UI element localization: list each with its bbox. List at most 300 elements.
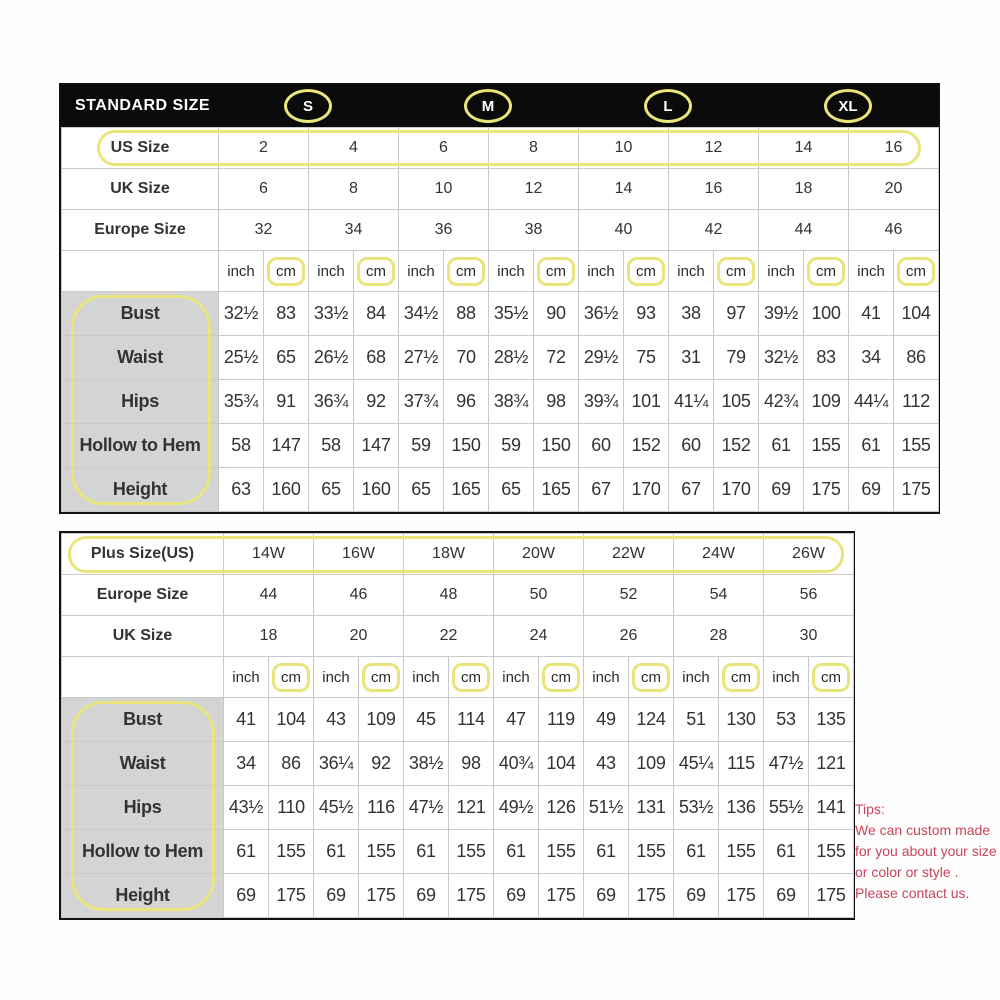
inch-unit-cell (224, 657, 269, 698)
measurement-value-cell: 39½ (759, 292, 804, 336)
size-group-m (398, 89, 578, 123)
size-value-cell: 6 (219, 169, 309, 210)
inch-label: inch (857, 262, 885, 280)
unit-row (62, 251, 939, 292)
measurement-value-cell: 58 (309, 424, 354, 468)
measurement-value-cell: 45½ (314, 786, 359, 830)
size-value-cell: 24W (674, 534, 764, 575)
size-value-cell: 14W (224, 534, 314, 575)
measurement-value-cell: 49 (584, 698, 629, 742)
measurement-row (62, 424, 939, 468)
inch-unit-cell (674, 657, 719, 698)
measurement-value-cell: 152 (624, 424, 669, 468)
measurement-value-cell: 175 (269, 874, 314, 918)
measurement-value-cell: 31 (669, 336, 714, 380)
measurement-value-cell: 28½ (489, 336, 534, 380)
size-value-cell: 56 (764, 575, 854, 616)
size-value-cell: 2 (219, 128, 309, 169)
inch-label: inch (227, 262, 255, 280)
size-value-cell: 52 (584, 575, 674, 616)
tips-line: Please contact us. (855, 885, 970, 901)
measurement-value-cell: 59 (399, 424, 444, 468)
size-row (62, 575, 854, 616)
measurement-row (62, 874, 854, 918)
tips-lines (855, 820, 997, 904)
measurement-value-cell: 175 (809, 874, 854, 918)
inch-unit-cell (759, 251, 804, 292)
measurement-value-cell: 105 (714, 380, 759, 424)
size-group-badges (218, 89, 938, 123)
measurement-value-cell: 170 (624, 468, 669, 512)
measurement-value-cell: 160 (264, 468, 309, 512)
inch-label: inch (587, 262, 615, 280)
measurement-row (62, 830, 854, 874)
row-label: Europe Size (62, 210, 219, 251)
measurement-label: Hips (62, 786, 224, 830)
measurement-value-cell: 69 (584, 874, 629, 918)
measurement-value-cell: 63 (219, 468, 264, 512)
cm-unit-cell (269, 657, 314, 698)
cm-unit-cell (539, 657, 584, 698)
measurement-value-cell: 152 (714, 424, 759, 468)
size-value-cell: 36 (399, 210, 489, 251)
measurement-value-cell: 44¼ (849, 380, 894, 424)
inch-unit-cell (404, 657, 449, 698)
inch-label: inch (317, 262, 345, 280)
measurement-value-cell: 67 (669, 468, 714, 512)
measurement-row (62, 380, 939, 424)
cm-unit-cell (449, 657, 494, 698)
measurement-value-cell: 155 (719, 830, 764, 874)
cm-unit-cell (534, 251, 579, 292)
measurement-value-cell: 155 (359, 830, 404, 874)
measurement-value-cell: 90 (534, 292, 579, 336)
measurement-label: Waist (62, 336, 219, 380)
measurement-value-cell: 45¼ (674, 742, 719, 786)
cm-unit-cell (629, 657, 674, 698)
tips-title: Tips: (855, 801, 885, 817)
measurement-value-cell: 114 (449, 698, 494, 742)
row-label: Plus Size(US) (62, 534, 224, 575)
measurement-value-cell: 59 (489, 424, 534, 468)
cm-label-highlight: cm (722, 663, 760, 692)
inch-unit-cell (584, 657, 629, 698)
cm-unit-cell (714, 251, 759, 292)
measurement-value-cell: 93 (624, 292, 669, 336)
inch-label: inch (592, 668, 620, 686)
measurement-row (62, 336, 939, 380)
size-badge-s: S (284, 89, 332, 123)
size-value-cell: 42 (669, 210, 759, 251)
measurement-value-cell: 69 (314, 874, 359, 918)
measurement-value-cell: 42¾ (759, 380, 804, 424)
measurement-value-cell: 65 (399, 468, 444, 512)
measurement-value-cell: 75 (624, 336, 669, 380)
size-value-cell: 44 (759, 210, 849, 251)
measurement-value-cell: 91 (264, 380, 309, 424)
size-value-cell: 38 (489, 210, 579, 251)
measurement-value-cell: 39¾ (579, 380, 624, 424)
inch-unit-cell (314, 657, 359, 698)
cm-unit-cell (809, 657, 854, 698)
measurement-value-cell: 116 (359, 786, 404, 830)
cm-label-highlight: cm (272, 663, 310, 692)
measurement-value-cell: 40¾ (494, 742, 539, 786)
measurement-value-cell: 36¾ (309, 380, 354, 424)
cm-label-highlight: cm (537, 257, 575, 286)
row-label: US Size (62, 128, 219, 169)
measurement-value-cell: 86 (894, 336, 939, 380)
measurement-value-cell: 47½ (764, 742, 809, 786)
measurement-value-cell: 61 (764, 830, 809, 874)
size-value-cell: 16 (849, 128, 939, 169)
size-badge-m: M (464, 89, 512, 123)
measurement-value-cell: 92 (354, 380, 399, 424)
measurement-value-cell: 109 (359, 698, 404, 742)
tips-note (855, 799, 997, 904)
measurement-value-cell: 27½ (399, 336, 444, 380)
measurement-value-cell: 175 (359, 874, 404, 918)
unit-row (62, 657, 854, 698)
measurement-value-cell: 109 (629, 742, 674, 786)
measurement-value-cell: 97 (714, 292, 759, 336)
size-value-cell: 16 (669, 169, 759, 210)
inch-unit-cell (399, 251, 444, 292)
measurement-value-cell: 88 (444, 292, 489, 336)
measurement-value-cell: 155 (809, 830, 854, 874)
standard-size-grid (61, 127, 939, 512)
size-row (62, 616, 854, 657)
inch-unit-cell (219, 251, 264, 292)
cm-unit-cell (359, 657, 404, 698)
measurement-value-cell: 35¾ (219, 380, 264, 424)
inch-label: inch (232, 668, 260, 686)
inch-label: inch (502, 668, 530, 686)
size-value-cell: 12 (669, 128, 759, 169)
measurement-value-cell: 49½ (494, 786, 539, 830)
measurement-value-cell: 69 (224, 874, 269, 918)
measurement-value-cell: 96 (444, 380, 489, 424)
measurement-value-cell: 147 (264, 424, 309, 468)
measurement-value-cell: 126 (539, 786, 584, 830)
measurement-value-cell: 25½ (219, 336, 264, 380)
size-badge-l: L (644, 89, 692, 123)
measurement-row (62, 698, 854, 742)
measurement-value-cell: 47 (494, 698, 539, 742)
measurement-value-cell: 155 (269, 830, 314, 874)
size-value-cell: 26 (584, 616, 674, 657)
measurement-value-cell: 43½ (224, 786, 269, 830)
inch-label: inch (497, 262, 525, 280)
measurement-value-cell: 155 (449, 830, 494, 874)
measurement-value-cell: 34½ (399, 292, 444, 336)
size-value-cell: 14 (579, 169, 669, 210)
measurement-value-cell: 170 (714, 468, 759, 512)
size-value-cell: 18W (404, 534, 494, 575)
size-value-cell: 34 (309, 210, 399, 251)
size-value-cell: 28 (674, 616, 764, 657)
measurement-value-cell: 155 (804, 424, 849, 468)
cm-label-highlight: cm (807, 257, 845, 286)
standard-size-header-bar (61, 85, 938, 127)
measurement-value-cell: 65 (309, 468, 354, 512)
unit-row-label-spacer (62, 251, 219, 292)
inch-label: inch (407, 262, 435, 280)
measurement-value-cell: 32½ (219, 292, 264, 336)
measurement-value-cell: 70 (444, 336, 489, 380)
measurement-value-cell: 83 (264, 292, 309, 336)
inch-label: inch (772, 668, 800, 686)
measurement-value-cell: 47½ (404, 786, 449, 830)
cm-unit-cell (444, 251, 489, 292)
measurement-value-cell: 175 (449, 874, 494, 918)
cm-unit-cell (354, 251, 399, 292)
size-value-cell: 40 (579, 210, 669, 251)
measurement-value-cell: 43 (584, 742, 629, 786)
measurement-value-cell: 53 (764, 698, 809, 742)
inch-unit-cell (764, 657, 809, 698)
measurement-value-cell: 67 (579, 468, 624, 512)
measurement-value-cell: 69 (674, 874, 719, 918)
size-value-cell: 22 (404, 616, 494, 657)
size-value-cell: 50 (494, 575, 584, 616)
size-value-cell: 44 (224, 575, 314, 616)
measurement-value-cell: 65 (489, 468, 534, 512)
inch-label: inch (677, 262, 705, 280)
measurement-value-cell: 175 (539, 874, 584, 918)
inch-unit-cell (489, 251, 534, 292)
measurement-value-cell: 29½ (579, 336, 624, 380)
measurement-value-cell: 68 (354, 336, 399, 380)
size-row (62, 210, 939, 251)
inch-unit-cell (669, 251, 714, 292)
measurement-value-cell: 147 (354, 424, 399, 468)
cm-label-highlight: cm (542, 663, 580, 692)
size-value-cell: 12 (489, 169, 579, 210)
measurement-label: Hollow to Hem (62, 830, 224, 874)
size-value-cell: 32 (219, 210, 309, 251)
cm-label-highlight: cm (897, 257, 935, 286)
cm-label-highlight: cm (362, 663, 400, 692)
measurement-value-cell: 69 (404, 874, 449, 918)
size-value-cell: 46 (849, 210, 939, 251)
size-row (62, 169, 939, 210)
measurement-value-cell: 33½ (309, 292, 354, 336)
measurement-value-cell: 135 (809, 698, 854, 742)
cm-unit-cell (894, 251, 939, 292)
measurement-value-cell: 150 (444, 424, 489, 468)
measurement-value-cell: 61 (314, 830, 359, 874)
cm-label-highlight: cm (717, 257, 755, 286)
cm-label-highlight: cm (267, 257, 305, 286)
measurement-value-cell: 61 (584, 830, 629, 874)
measurement-value-cell: 69 (849, 468, 894, 512)
measurement-value-cell: 61 (404, 830, 449, 874)
measurement-value-cell: 36¼ (314, 742, 359, 786)
measurement-value-cell: 155 (894, 424, 939, 468)
measurement-label: Hollow to Hem (62, 424, 219, 468)
size-row (62, 128, 939, 169)
measurement-value-cell: 38 (669, 292, 714, 336)
size-value-cell: 30 (764, 616, 854, 657)
row-label: UK Size (62, 169, 219, 210)
measurement-value-cell: 104 (539, 742, 584, 786)
measurement-value-cell: 34 (849, 336, 894, 380)
measurement-value-cell: 79 (714, 336, 759, 380)
measurement-value-cell: 35½ (489, 292, 534, 336)
measurement-label: Bust (62, 292, 219, 336)
cm-label-highlight: cm (357, 257, 395, 286)
cm-unit-cell (624, 251, 669, 292)
cm-label-highlight: cm (447, 257, 485, 286)
standard-size-table (59, 83, 940, 514)
measurement-value-cell: 26½ (309, 336, 354, 380)
measurement-value-cell: 55½ (764, 786, 809, 830)
measurement-label: Height (62, 874, 224, 918)
measurement-value-cell: 130 (719, 698, 764, 742)
measurement-value-cell: 69 (494, 874, 539, 918)
size-value-cell: 18 (759, 169, 849, 210)
cm-unit-cell (804, 251, 849, 292)
measurement-value-cell: 98 (534, 380, 579, 424)
row-label: UK Size (62, 616, 224, 657)
measurement-value-cell: 110 (269, 786, 314, 830)
measurement-value-cell: 38½ (404, 742, 449, 786)
size-value-cell: 26W (764, 534, 854, 575)
tips-line: We can custom made (855, 822, 991, 838)
measurement-value-cell: 155 (539, 830, 584, 874)
cm-unit-cell (719, 657, 764, 698)
measurement-value-cell: 60 (669, 424, 714, 468)
measurement-value-cell: 124 (629, 698, 674, 742)
measurement-value-cell: 109 (804, 380, 849, 424)
inch-label: inch (412, 668, 440, 686)
measurement-value-cell: 65 (264, 336, 309, 380)
size-value-cell: 22W (584, 534, 674, 575)
inch-unit-cell (849, 251, 894, 292)
measurement-value-cell: 141 (809, 786, 854, 830)
size-value-cell: 24 (494, 616, 584, 657)
size-group-s (218, 89, 398, 123)
measurement-value-cell: 112 (894, 380, 939, 424)
measurement-value-cell: 69 (764, 874, 809, 918)
inch-unit-cell (579, 251, 624, 292)
size-value-cell: 54 (674, 575, 764, 616)
measurement-value-cell: 61 (759, 424, 804, 468)
unit-row-label-spacer (62, 657, 224, 698)
size-badge-xl: XL (824, 89, 872, 123)
measurement-value-cell: 43 (314, 698, 359, 742)
measurement-value-cell: 155 (629, 830, 674, 874)
measurement-value-cell: 119 (539, 698, 584, 742)
size-value-cell: 16W (314, 534, 404, 575)
size-group-xl (758, 89, 938, 123)
size-value-cell: 46 (314, 575, 404, 616)
measurement-value-cell: 37¾ (399, 380, 444, 424)
measurement-value-cell: 84 (354, 292, 399, 336)
measurement-value-cell: 175 (629, 874, 674, 918)
size-value-cell: 4 (309, 128, 399, 169)
measurement-value-cell: 58 (219, 424, 264, 468)
tips-line: or color or style . (855, 864, 959, 880)
size-value-cell: 20W (494, 534, 584, 575)
measurement-value-cell: 36½ (579, 292, 624, 336)
measurement-value-cell: 175 (894, 468, 939, 512)
measurement-value-cell: 121 (449, 786, 494, 830)
size-value-cell: 20 (314, 616, 404, 657)
plus-size-grid (61, 533, 854, 918)
measurement-value-cell: 104 (894, 292, 939, 336)
measurement-value-cell: 72 (534, 336, 579, 380)
row-label: Europe Size (62, 575, 224, 616)
measurement-value-cell: 83 (804, 336, 849, 380)
measurement-value-cell: 61 (224, 830, 269, 874)
measurement-value-cell: 165 (444, 468, 489, 512)
measurement-label: Waist (62, 742, 224, 786)
measurement-value-cell: 165 (534, 468, 579, 512)
measurement-value-cell: 104 (269, 698, 314, 742)
measurement-value-cell: 51 (674, 698, 719, 742)
size-value-cell: 48 (404, 575, 494, 616)
cm-label-highlight: cm (452, 663, 490, 692)
measurement-value-cell: 92 (359, 742, 404, 786)
measurement-value-cell: 175 (719, 874, 764, 918)
size-row (62, 534, 854, 575)
measurement-value-cell: 38¾ (489, 380, 534, 424)
measurement-value-cell: 61 (674, 830, 719, 874)
cm-label-highlight: cm (627, 257, 665, 286)
inch-unit-cell (494, 657, 539, 698)
measurement-value-cell: 98 (449, 742, 494, 786)
measurement-value-cell: 175 (804, 468, 849, 512)
measurement-value-cell: 51½ (584, 786, 629, 830)
measurement-row (62, 468, 939, 512)
measurement-row (62, 786, 854, 830)
measurement-value-cell: 41¼ (669, 380, 714, 424)
size-value-cell: 6 (399, 128, 489, 169)
measurement-value-cell: 115 (719, 742, 764, 786)
measurement-value-cell: 101 (624, 380, 669, 424)
size-value-cell: 14 (759, 128, 849, 169)
measurement-value-cell: 69 (759, 468, 804, 512)
cm-label-highlight: cm (812, 663, 850, 692)
measurement-value-cell: 150 (534, 424, 579, 468)
measurement-value-cell: 86 (269, 742, 314, 786)
measurement-value-cell: 100 (804, 292, 849, 336)
inch-label: inch (322, 668, 350, 686)
measurement-value-cell: 34 (224, 742, 269, 786)
size-value-cell: 18 (224, 616, 314, 657)
measurement-row (62, 742, 854, 786)
size-value-cell: 10 (399, 169, 489, 210)
measurement-value-cell: 121 (809, 742, 854, 786)
measurement-value-cell: 60 (579, 424, 624, 468)
standard-size-title: STANDARD SIZE (75, 97, 211, 114)
inch-unit-cell (309, 251, 354, 292)
measurement-value-cell: 61 (849, 424, 894, 468)
cm-label-highlight: cm (632, 663, 670, 692)
measurement-label: Height (62, 468, 219, 512)
measurement-label: Bust (62, 698, 224, 742)
measurement-value-cell: 41 (849, 292, 894, 336)
measurement-value-cell: 32½ (759, 336, 804, 380)
measurement-value-cell: 41 (224, 698, 269, 742)
measurement-row (62, 292, 939, 336)
inch-label: inch (767, 262, 795, 280)
plus-size-table (59, 531, 855, 920)
size-group-l (578, 89, 758, 123)
size-value-cell: 20 (849, 169, 939, 210)
